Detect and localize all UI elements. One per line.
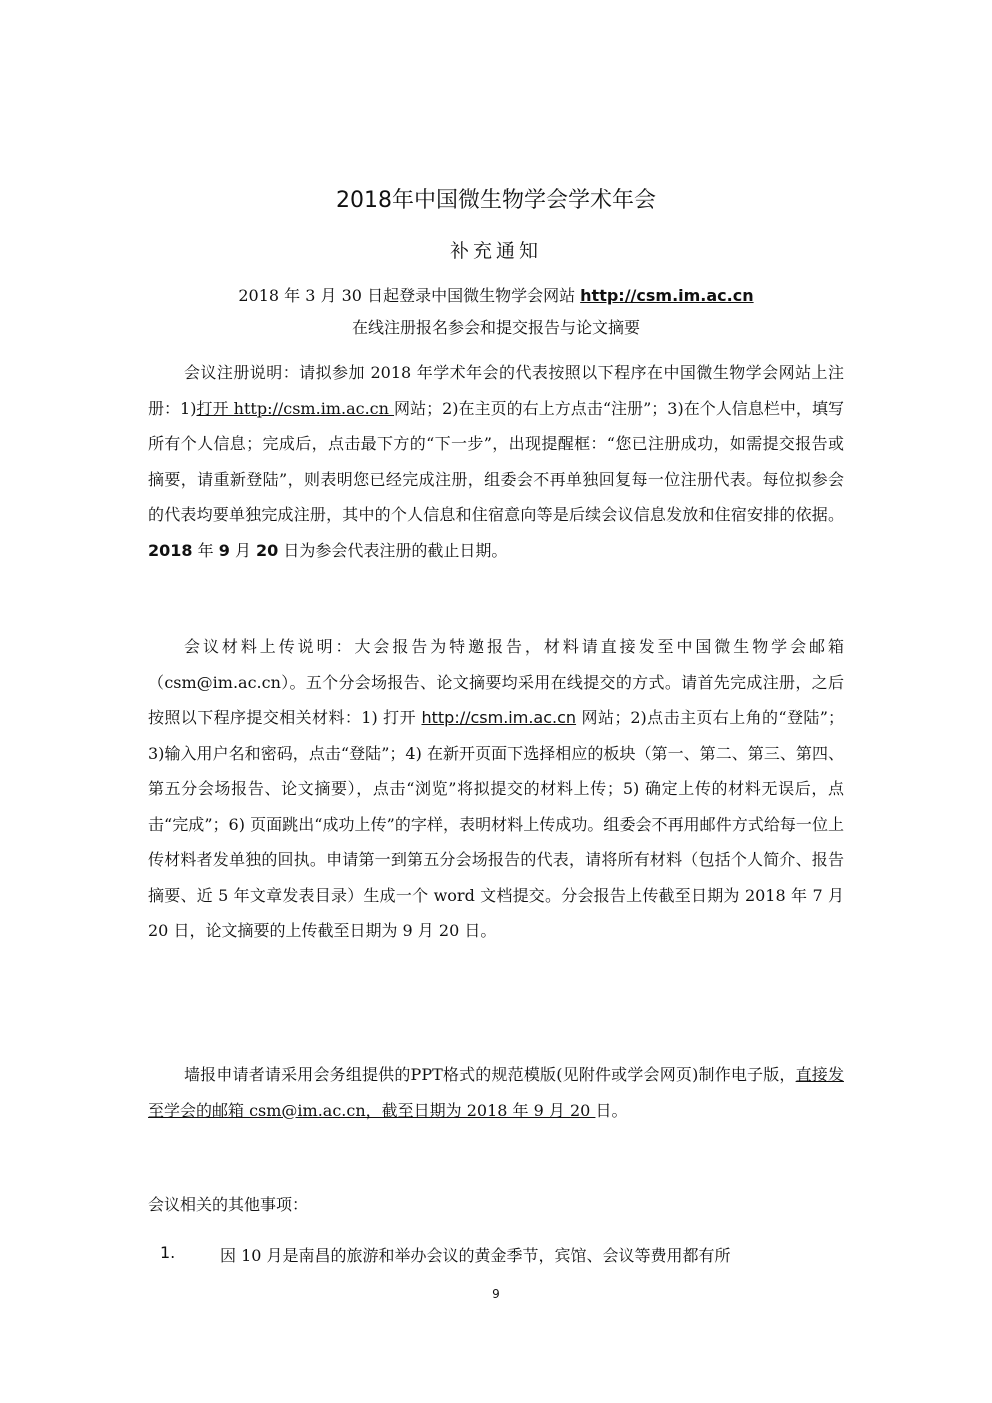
deadline-month: 9 <box>218 540 230 560</box>
document-subtitle: 补充通知 <box>449 240 542 262</box>
deadline-text-year: 年 <box>192 540 219 560</box>
intro-line-2: 在线注册报名参会和提交报告与论文摘要 <box>351 318 640 337</box>
upload-paragraph <box>148 629 844 949</box>
document-title: 2018年中国微生物学会学术年会 <box>336 188 656 213</box>
poster-paragraph <box>148 1057 844 1128</box>
registration-text-1: 请拟参加 2018 年学术年会的代表按照以下程序在中国微生物学会网站上注册：1) <box>148 363 844 418</box>
upload-text-2: 网站；2)点击主页右上角的“登陆”；3)输入用户名和密码，点击“登陆”；4) 在新开页面下选择相应的板块（第一、第二、第三、第四、第五分会场报告、论文摘要），点击“浏览”将拟提交的材料上传；5) 确定上传的材料无误后，点击“完成”；6) 页面跳出“成功上传”的字样，表明材料上传成功。组委会不再用邮件方式给每一位上传材料者发单独的回执。申请第一到第五分会场报告的代表，请将所有材料（包括个人简介、报告摘要、近 5 年文章发表目录）生成一个 word 文档提交。分会报告上传截至日期为 2018 年 7 月 20 日，论文摘要的上传截至日期为 9 月 20 日。 <box>148 708 844 940</box>
registration-paragraph <box>148 355 844 568</box>
registration-link[interactable]: 打开 http://csm.im.ac.cn <box>196 398 395 418</box>
registration-label: 会议注册说明： <box>184 363 300 382</box>
deadline-year: 2018 <box>148 540 193 560</box>
upload-text-1: 大会报告为特邀报告，材料请直接发至中国微生物学会邮箱（csm@im.ac.cn）。五个分会场报告、论文摘要均采用在线提交的方式。请首先完成注册，之后按照以下程序提交相关材料：1) 打开 <box>148 637 844 727</box>
poster-text-2: 日。 <box>595 1100 628 1120</box>
upload-label: 会议材料上传说明： <box>184 637 355 656</box>
upload-link[interactable]: http://csm.im.ac.cn <box>421 708 577 727</box>
deadline-text-day: 日为参会代表注册的截止日期。 <box>278 540 508 560</box>
page-number: 9 <box>492 1287 500 1301</box>
registration-text-2: 网站；2)在主页的右上方点击“注册”；3)在个人信息栏中，填写所有个人信息；完成后，点击最下方的“下一步”，出现提醒框：“您已注册成功，如需提交报告或摘要，请重新登陆”，则表明您已经完成注册，组委会不再单独回复每一位注册代表。每位拟参会的代表均要单独完成注册，其中的个人信息和住宿意向等是后续会议信息发放和住宿安排的依据。 <box>148 398 844 524</box>
deadline-day: 20 <box>256 540 279 560</box>
deadline-text-month: 月 <box>229 540 257 560</box>
poster-text-1: 墙报申请者请采用会务组提供的PPT格式的规范模版(见附件或学会网页)制作电子版， <box>184 1065 796 1084</box>
list-item-text: 因 10 月是南昌的旅游和举办会议的黄金季节，宾馆、会议等费用都有所 <box>220 1246 731 1265</box>
other-matters-heading: 会议相关的其他事项： <box>148 1195 309 1214</box>
website-link[interactable]: http://csm.im.ac.cn <box>580 286 754 305</box>
poster-email-deadline: 直接发至学会的邮箱 csm@im.ac.cn，截至日期为 2018 年 9 月 20 <box>148 1065 844 1120</box>
intro-line-1 <box>0 283 992 306</box>
list-item-number: 1. <box>160 1243 176 1262</box>
intro-text: 2018 年 3 月 30 日起登录中国微生物学会网站 <box>238 286 581 305</box>
